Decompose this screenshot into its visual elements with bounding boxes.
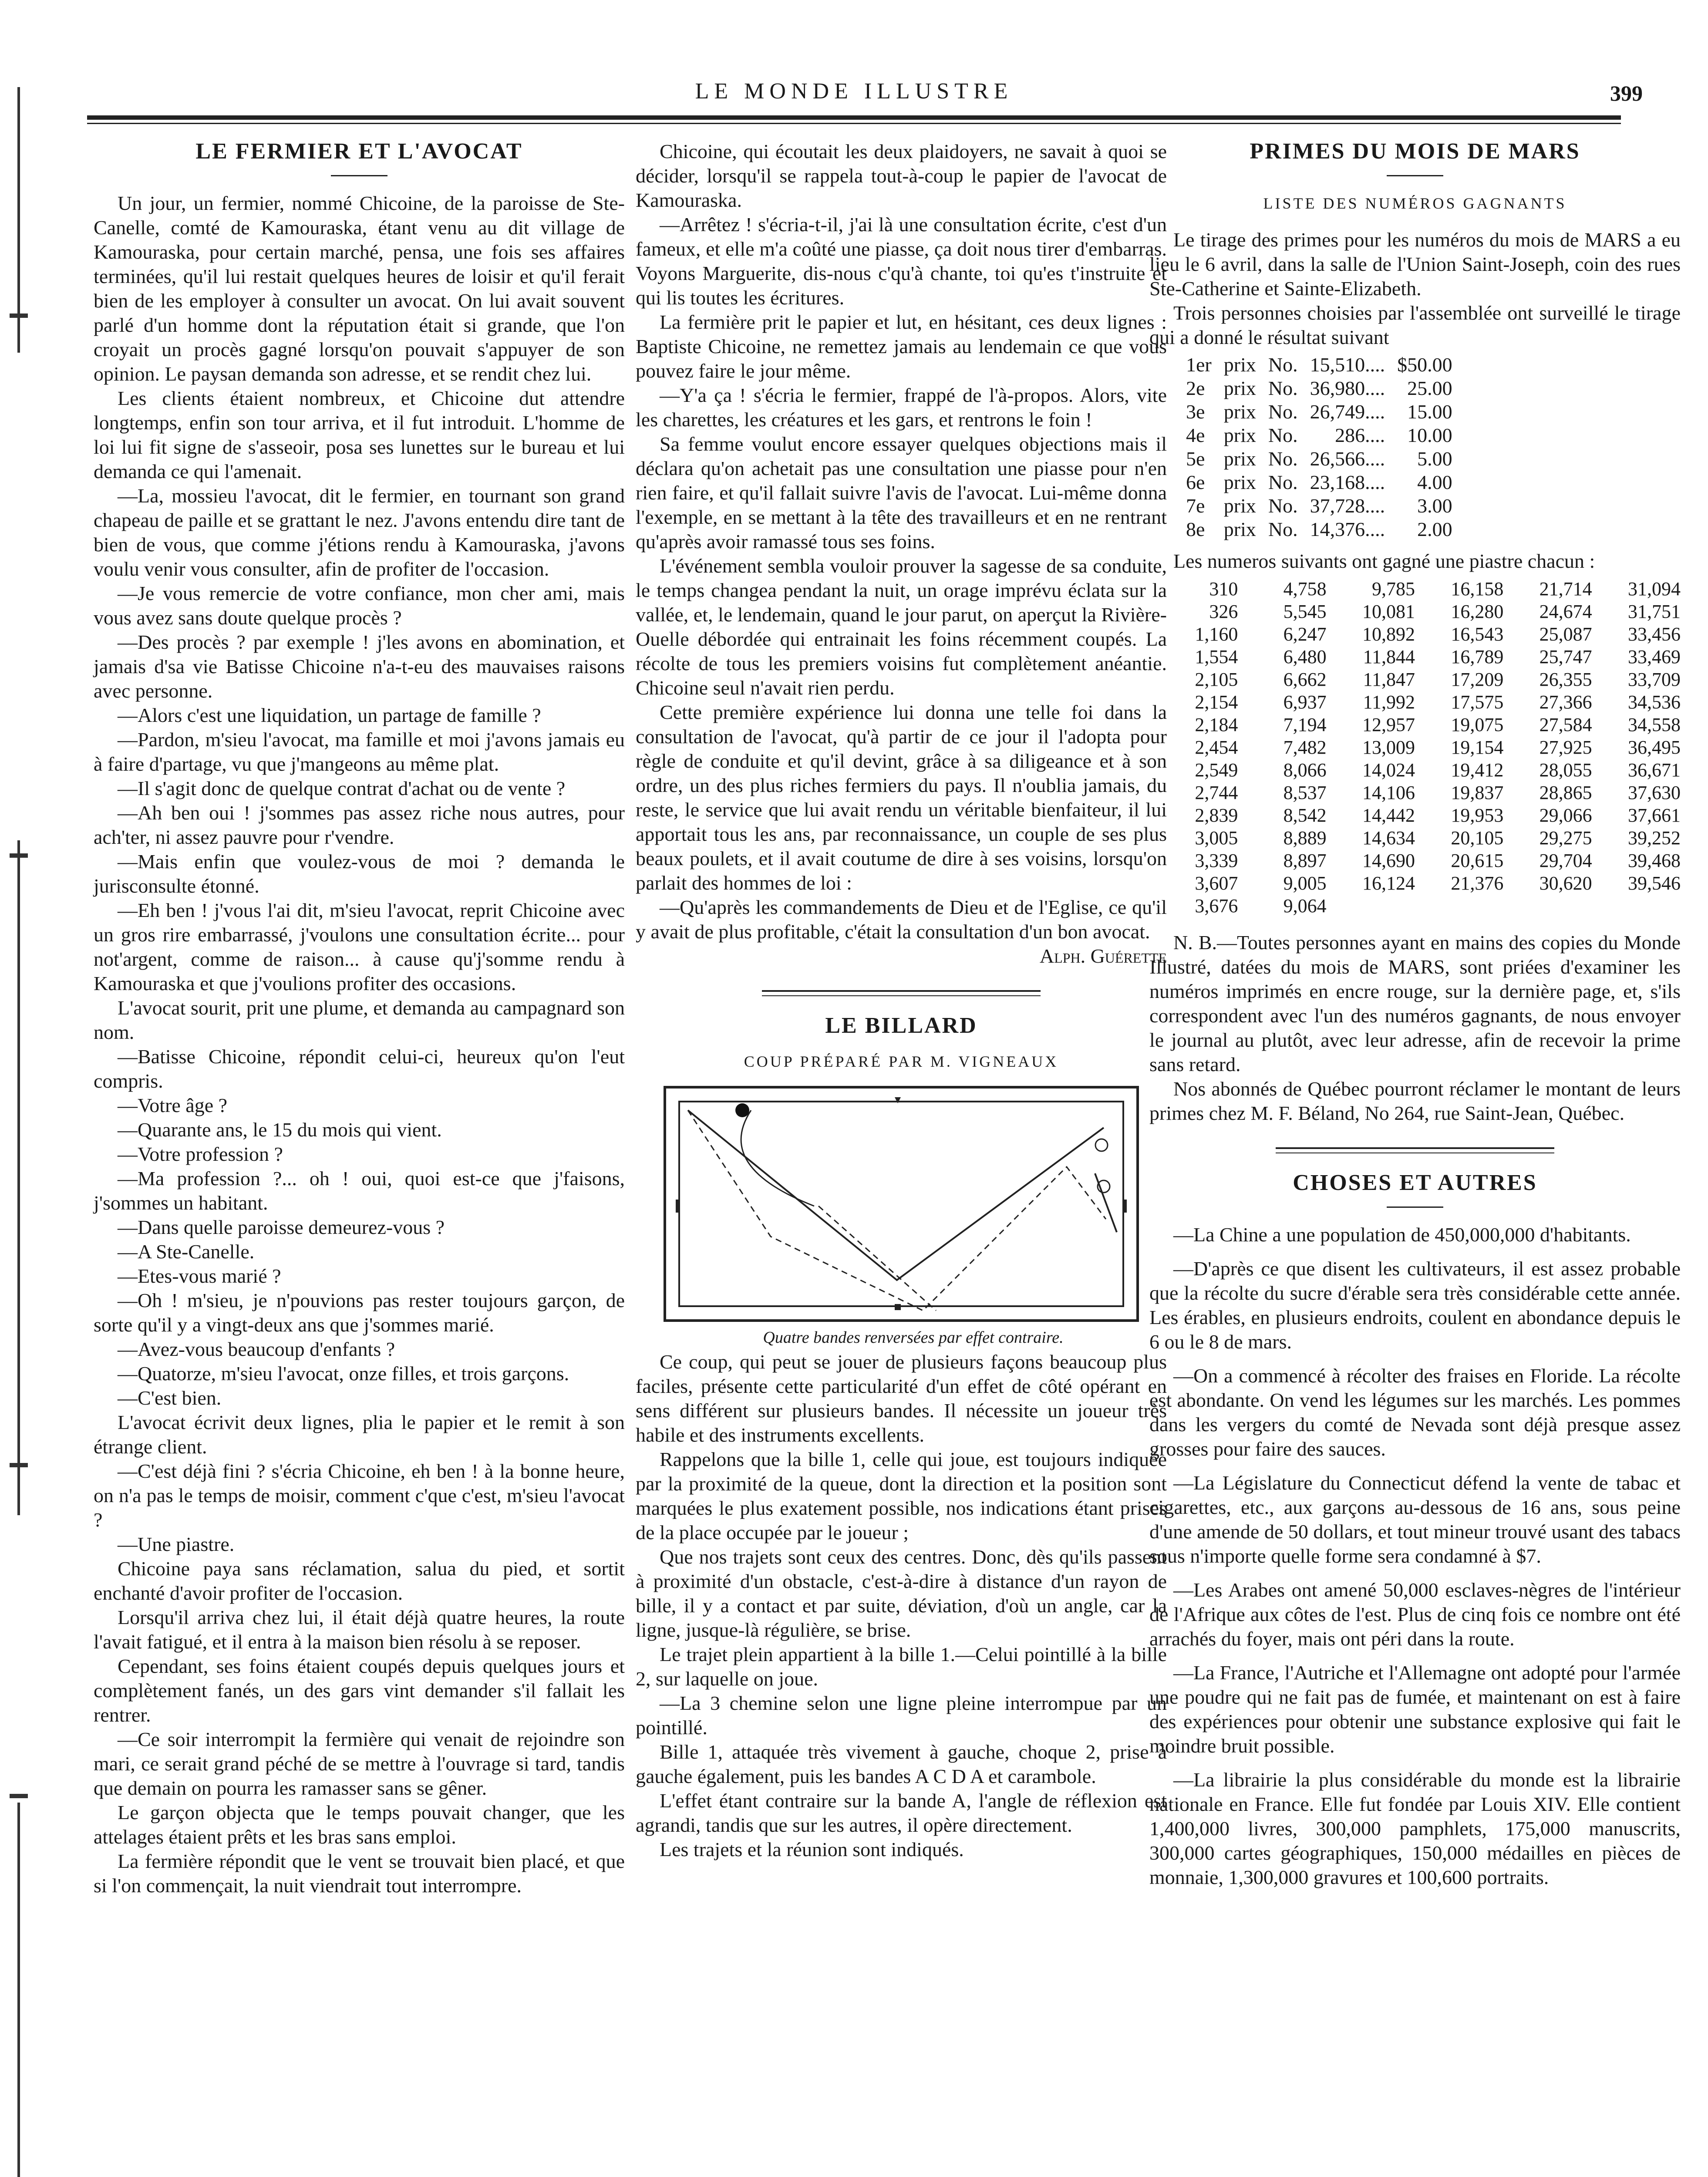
numbers-row: [1149, 736, 1681, 759]
title-rule: [1387, 1206, 1443, 1208]
winning-number: 12,957: [1362, 714, 1415, 735]
winning-number: 14,442: [1362, 805, 1415, 826]
prize-word: prix: [1223, 354, 1256, 376]
numbers-row: [1149, 600, 1681, 623]
winning-number: 25,747: [1539, 646, 1592, 667]
winning-number: 33,709: [1628, 669, 1681, 690]
winning-number: 13,009: [1362, 737, 1415, 758]
paragraph: —Alors c'est une liquidation, un partage de famille ?: [118, 704, 541, 726]
prize-no: No.: [1268, 424, 1298, 446]
paragraph: Sa femme voulut encore essayer quelques objections mais il déclara qu'on achetait pas une consultation une piasse pour n'en rien faire, et qu'il fallait suivre l'avis de l'avocat. Lui-même donna l'exemple, en se mettant à la tête des travailleurs et en ne rentrant qu'après avoir ramassé tous ses foins.: [636, 433, 1167, 553]
prize-no: No.: [1268, 448, 1298, 470]
news-item: —D'après ce que disent les cultivateurs, il est assez probable que la récolte du sucre d'érable sera très considérable cette année. Les érables, en plusieurs endroits, coulent en abondance depuis le 6 ou le 8 de mars.: [1149, 1257, 1681, 1353]
prize-row: [1180, 400, 1459, 424]
paragraph: —Il s'agit donc de quelque contrat d'achat ou de vente ?: [118, 777, 566, 799]
winning-number: 21,714: [1539, 578, 1592, 600]
news-item: —Les Arabes ont amené 50,000 esclaves-nègres de l'intérieur de l'Afrique aux côtes de l'est. Plus de cinq fois ce nombre ont été arrachés du foyer, mais ont péri dans la route.: [1149, 1579, 1681, 1650]
prize-row: [1180, 353, 1459, 377]
numbers-row: [1149, 714, 1681, 736]
numbers-row: [1149, 646, 1681, 668]
paragraph: —C'est déjà fini ? s'écria Chicoine, eh ben ! à la bonne heure, on n'a pas le temps de moisir, comment c'que c'est, m'sieu l'avocat ?: [94, 1460, 625, 1531]
paragraph: Bille 1, attaquée très vivement à gauche, choque 2, prise à gauche également, puis les bandes A C D A et carambole.: [636, 1741, 1167, 1787]
winning-number: 31,751: [1628, 601, 1681, 622]
paragraph: Rappelons que la bille 1, celle qui joue, est toujours indiquée par la proximité de la queue, dont la direction et la position sont marquées le plus exatement possible, nos indications étant prises de la place occupée par le joueur ;: [636, 1448, 1167, 1543]
winning-number: [1415, 895, 1503, 917]
winning-number: 34,558: [1628, 714, 1681, 735]
paragraph-gap: [1149, 1758, 1681, 1768]
prize-word: prix: [1223, 471, 1256, 493]
paragraph: —A Ste-Canelle.: [118, 1240, 255, 1263]
prize-no: No.: [1268, 471, 1298, 493]
winning-number: 14,634: [1362, 827, 1415, 849]
winning-number: 16,158: [1451, 578, 1504, 600]
paragraph: —La 3 chemine selon une ligne pleine interrompue par un pointillé.: [636, 1692, 1167, 1739]
ball-1-path: [688, 1110, 1104, 1280]
prize-number: 26,566....: [1310, 448, 1385, 470]
winning-number: 29,066: [1539, 805, 1592, 826]
paragraph: Cette première expérience lui donna une telle foi dans la consultation de l'avocat, qu'à partir de ce jour il l'adopta pour règle de conduite et qu'il devint, grâce à sa diligeance et à son ordre, un des plus riches fermiers du pays. Il n'oublia jamais, du reste, le service que lui avait rendu un véritable bienfaiteur, il lui apportait tous les ans, par reconnaissance, un couple de ses plus beaux poulets, et il avait coutume de dire à ses voisins, lorsqu'on parlait des hommes de loi :: [636, 701, 1167, 894]
prize-amount: 15.00: [1407, 401, 1452, 423]
ball-2: [1095, 1139, 1108, 1151]
margin-tick: [10, 853, 28, 858]
winning-number: 39,546: [1628, 873, 1681, 894]
paragraph: —Etes-vous marié ?: [118, 1265, 281, 1287]
winning-number: 2,154: [1195, 691, 1238, 713]
ball-3-dotted-path: [819, 1206, 936, 1311]
paragraph: Chicoine paya sans réclamation, salua du pied, et sortit enchanté d'avoir profiter de l'occasion.: [94, 1557, 625, 1604]
winning-number: 27,584: [1539, 714, 1592, 735]
winning-number: 11,847: [1363, 669, 1415, 690]
margin-tick: [10, 313, 28, 318]
numbers-row: [1149, 872, 1681, 895]
winning-number: 10,892: [1362, 623, 1415, 645]
winning-number: 19,075: [1451, 714, 1504, 735]
winning-number: 17,209: [1451, 669, 1504, 690]
prize-amount: 10.00: [1407, 424, 1452, 446]
numbers-row: [1149, 759, 1681, 782]
primes-title: PRIMES DU MOIS DE MARS: [1250, 139, 1580, 164]
winning-number: 3,607: [1195, 873, 1238, 894]
winning-number: 9,005: [1283, 873, 1327, 894]
margin-tick: [10, 1463, 28, 1467]
prize-number: 26,749....: [1310, 401, 1385, 423]
prize-amount: 4.00: [1417, 471, 1452, 493]
cue-stick: [1095, 1173, 1117, 1232]
winning-numbers-grid: [1149, 578, 1681, 917]
paragraph: —Votre profession ?: [118, 1143, 283, 1165]
numbers-row: [1149, 895, 1681, 917]
winning-number: 33,456: [1628, 623, 1681, 645]
winning-number: 34,536: [1628, 691, 1681, 713]
winning-number: 17,575: [1451, 691, 1504, 713]
news-item: —On a commencé à récolter des fraises en Floride. La récolte est abondante. On vend les légumes sur les marchés. Les pommes dans les vergers du comté de Nevada sont déjà presque assez grosses pour faire des sauces.: [1149, 1365, 1681, 1460]
paragraph: —Ce soir interrompit la fermière qui venait de rejoindre son mari, ce serait grand péché de se mettre à l'ouvrage si tard, tandis que demain on pourra les ramasser sans se gêner.: [94, 1728, 625, 1799]
paragraph: Cependant, ses foins étaient coupés depuis quelques jours et complètement fanés, un des gars vint demander s'il fallait les rentrer.: [94, 1655, 625, 1726]
news-item: —La France, l'Autriche et l'Allemagne ont adopté pour l'armée une poudre qui ne fait pas de fumée, et maintenant on est à faire des expériences pour obtenir une substance explosive qui fait le moindre bruit possible.: [1149, 1661, 1681, 1757]
ball-1: [735, 1103, 749, 1117]
winning-number: 310: [1209, 578, 1238, 600]
billiard-diagram: [664, 1086, 1139, 1322]
paragraph: —Une piastre.: [118, 1533, 235, 1555]
paragraph: —Mais enfin que voulez-vous de moi ? demanda le jurisconsulte étonné.: [94, 850, 625, 897]
winning-number: 11,844: [1363, 646, 1415, 667]
paragraph: —Ma profession ?... oh ! oui, quoi est-ce que j'faisons, j'sommes un habitant.: [94, 1167, 625, 1214]
winning-number: 36,495: [1628, 737, 1681, 758]
paragraph: —Pardon, m'sieu l'avocat, ma famille et moi j'avons jamais eu à faire d'partage, vu que j'mangeons au même plat.: [94, 728, 625, 775]
paragraph: Ce coup, qui peut se jouer de plusieurs façons beaucoup plus faciles, présente cette particularité d'un effet de côté opérant en sens différent sur plusieurs bandes. Il nécessite un joueur très habile et des instruments excellents.: [636, 1351, 1167, 1446]
prize-no: No.: [1268, 495, 1298, 517]
prize-rank: 3e: [1186, 401, 1205, 423]
paragraph: Le tirage des primes pour les numéros du mois de MARS a eu lieu le 6 avril, dans la salle de l'Union Saint-Joseph, coin des rues Ste-Catherine et Sainte-Elizabeth.: [1149, 229, 1681, 300]
winning-number: 16,543: [1451, 623, 1504, 645]
billard-subtitle: COUP PRÉPARÉ PAR M. VIGNEAUX: [744, 1053, 1059, 1070]
news-item: —La Législature du Connecticut défend la vente de tabac et cigarettes, etc., aux garçons au-dessous de 16 ans, sous peine d'une amende de 50 dollars, et tout mineur trouvé usant des tabacs sous n'importe quelle forme sera condamné à $7.: [1149, 1472, 1681, 1567]
winning-number: 7,194: [1283, 714, 1327, 735]
prize-word: prix: [1223, 377, 1256, 399]
winning-number: 7,482: [1283, 737, 1327, 758]
winning-number: [1592, 895, 1681, 917]
section-divider: [1276, 1147, 1554, 1153]
paragraph: —Batisse Chicoine, répondit celui-ci, heureux qu'on l'eut compris.: [94, 1045, 625, 1092]
winning-number: 31,094: [1628, 578, 1681, 600]
winning-number: 19,953: [1451, 805, 1504, 826]
winning-number: 3,339: [1195, 850, 1238, 871]
paragraph: Le trajet plein appartient à la bille 1.—Celui pointillé à la bille 2, sur laquelle on joue.: [636, 1643, 1167, 1690]
piastre-intro: Les numeros suivants ont gagné une piastre chacun :: [1173, 550, 1595, 572]
paragraph: —Y'a ça ! s'écria le fermier, frappé de l'à-propos. Alors, vite les charettes, les créatures et les gars, et rentrons le foin !: [636, 384, 1167, 431]
paragraph-gap: [1149, 1461, 1681, 1471]
winning-number: 37,661: [1628, 805, 1681, 826]
prize-rank: 1er: [1186, 354, 1212, 376]
winning-number: 29,704: [1539, 850, 1592, 871]
prize-number: 286....: [1335, 424, 1385, 446]
paragraph-gap: [1149, 1651, 1681, 1661]
prize-rank: 8e: [1186, 518, 1205, 540]
paragraph: —Arrêtez ! s'écria-t-il, j'ai là une consultation écrite, c'est d'un fameux, et elle m'a coûté une piasse, ça doit nous tirer d'embarras. Voyons Marguerite, dis-nous c'qu'à chante, toi qu'es t'instruite et qui lis toutes les écritures.: [636, 213, 1167, 309]
winning-number: [1503, 895, 1592, 917]
prize-no: No.: [1268, 354, 1298, 376]
winning-number: 4,758: [1283, 578, 1327, 600]
winning-number: 39,252: [1628, 827, 1681, 849]
winning-number: 19,837: [1451, 782, 1504, 803]
paragraph: N. B.—Toutes personnes ayant en mains des copies du Monde Illustré, datées du mois de MARS, sont priées d'examiner les numéros imprimés en encre rouge, sur la dernière page, et, s'ils correspondent avec l'un des numéros gagnants, de nous envoyer le journal au plutôt, avec leur adresse, afin de recevoir la prime sans retard.: [1149, 931, 1681, 1075]
winning-number: 21,376: [1451, 873, 1504, 894]
paragraph: L'événement sembla vouloir prouver la sagesse de sa conduite, le temps changea pendant la nuit, un orage imprévu éclata sur la vallée, et, le lendemain, quand le jour parut, on aperçut la Rivière-Ouelle débordée qui entrainait les foins récemment coupés. La récolte de tous les premiers voisins fut complètement anéantie. Chicoine seul n'avait rien perdu.: [636, 555, 1167, 699]
winning-number: 6,480: [1283, 646, 1327, 667]
header-rule: [87, 123, 1621, 124]
primes-intro: [1149, 228, 1681, 350]
numbers-row: [1149, 804, 1681, 827]
article-body: [94, 191, 625, 1898]
winning-number: 2,184: [1195, 714, 1238, 735]
winning-number: 3,005: [1195, 827, 1238, 849]
prize-rank: 6e: [1186, 471, 1205, 493]
section-divider: [762, 990, 1041, 996]
winning-number: 9,785: [1371, 578, 1415, 600]
winning-number: 14,690: [1362, 850, 1415, 871]
winning-number: 27,925: [1539, 737, 1592, 758]
paragraph: L'avocat écrivit deux lignes, plia le papier et le remit à son étrange client.: [94, 1411, 625, 1458]
paragraph: Trois personnes choisies par l'assemblée ont surveillé le tirage qui a donné le résultat suivant: [1149, 302, 1681, 348]
paragraph: Que nos trajets sont ceux des centres. Donc, dès qu'ils passent à proximité d'un obstacle, c'est-à-dire à distance d'un rayon de bille, il y a contact et par suite, déviation, d'où un angle, car la ligne, jusque-là régulière, se brise.: [636, 1546, 1167, 1641]
billard-title: LE BILLARD: [825, 1013, 977, 1038]
winning-number: 1,160: [1195, 623, 1238, 645]
billard-body: [636, 1350, 1167, 1862]
paragraph: Le garçon objecta que le temps pouvait changer, que les attelages étaient prêts et les bras sans emploi.: [94, 1801, 625, 1848]
paragraph: Les trajets et la réunion sont indiqués.: [660, 1838, 964, 1860]
cushion-marker: [676, 1200, 679, 1213]
prize-word: prix: [1223, 448, 1256, 470]
title-rule: [331, 175, 387, 176]
publication-title: LE MONDE ILLUSTRE: [695, 79, 1013, 104]
winning-number: 8,897: [1283, 850, 1327, 871]
winning-number: 25,087: [1539, 623, 1592, 645]
winning-number: 11,992: [1363, 691, 1415, 713]
winning-number: 8,542: [1283, 805, 1327, 826]
table-cushion: [679, 1102, 1123, 1306]
billiard-table-svg: [666, 1088, 1136, 1319]
winning-number: 8,537: [1283, 782, 1327, 803]
paragraph: Chicoine, qui écoutait les deux plaidoyers, ne savait à quoi se décider, lorsqu'il se rappela tout-à-coup le papier de l'avocat de Kamouraska.: [636, 140, 1167, 211]
prize-word: prix: [1223, 495, 1256, 517]
cushion-marker: [895, 1304, 901, 1310]
winning-number: 39,468: [1628, 850, 1681, 871]
winning-number: 10,081: [1362, 601, 1415, 622]
prize-no: No.: [1268, 377, 1298, 399]
margin-binding-mark: [17, 1803, 20, 2177]
paragraph: —Avez-vous beaucoup d'enfants ?: [118, 1338, 395, 1360]
ball-3-path: [741, 1110, 814, 1206]
winning-number: 6,662: [1283, 669, 1327, 690]
winning-number: 6,247: [1283, 623, 1327, 645]
numbers-row: [1149, 691, 1681, 714]
page-header: [0, 0, 1708, 131]
prize-row: [1180, 471, 1459, 494]
prize-number: 14,376....: [1310, 518, 1385, 540]
paragraph: L'avocat sourit, prit une plume, et demanda au campagnard son nom.: [94, 997, 625, 1043]
prize-word: prix: [1223, 518, 1256, 540]
prize-word: prix: [1223, 424, 1256, 446]
winning-number: 5,545: [1283, 601, 1327, 622]
paragraph: —La, mossieu l'avocat, dit le fermier, en tournant son grand chapeau de paille et se grattant le nez. J'avons entendu dire tant de bien de vous, que comme j'étions rendu à Kamouraska, j'avons voulu venir vous consulter, afin de profiter de l'occasion.: [94, 485, 625, 580]
header-rule: [87, 115, 1621, 120]
winning-number: 1,554: [1195, 646, 1238, 667]
winning-number: 326: [1209, 601, 1238, 622]
article-body-continued: [636, 139, 1167, 944]
numbers-row: [1149, 578, 1681, 600]
winning-number: 14,024: [1362, 759, 1415, 781]
paragraph: —Votre âge ?: [118, 1094, 228, 1116]
paragraph: —Ah ben oui ! j'sommes pas assez riche nous autres, pour ach'ter, ni assez pauvre pour r'vendre.: [94, 802, 625, 848]
column-left: [94, 139, 625, 1898]
prize-number: 23,168....: [1310, 471, 1385, 493]
figure-caption: Quatre bandes renversées par effet contraire.: [763, 1328, 1064, 1347]
winning-number: 19,412: [1451, 759, 1504, 781]
paragraph: La fermière prit le papier et lut, en hésitant, ces deux lignes : Baptiste Chicoine, ne remettez jamais au lendemain ce que vous pouvez faire le jour même.: [636, 311, 1167, 382]
winning-number: 16,280: [1451, 601, 1504, 622]
winning-number: 37,630: [1628, 782, 1681, 803]
paragraph: —C'est bien.: [118, 1387, 222, 1409]
prize-row: [1180, 424, 1459, 447]
numbers-row: [1149, 668, 1681, 691]
winning-number: 29,275: [1539, 827, 1592, 849]
winning-number: 14,106: [1362, 782, 1415, 803]
prize-amount: 5.00: [1417, 448, 1452, 470]
cushion-marker: [1123, 1200, 1127, 1213]
article-title: LE FERMIER ET L'AVOCAT: [195, 139, 523, 164]
prize-rank: 5e: [1186, 448, 1205, 470]
winning-number: 27,366: [1539, 691, 1592, 713]
paragraph: Un jour, un fermier, nommé Chicoine, de la paroisse de Ste-Canelle, comté de Kamouraska, étant venu au dit village de Kamouraska, pour certain marché, pensa, une fois ses affaires terminées, qu'il lui restait quelques heures de loisir et qu'il ferait bien de les employer à consulter un avocat. On lui avait souvent parlé d'un homme dont la réputation était si grande, que l'on croyait un procès gagné lorsqu'on pouvait s'appuyer de son opinion. Le paysan demanda son adresse, et se rendit chez lui.: [94, 192, 625, 385]
winning-number: 2,744: [1195, 782, 1238, 803]
winning-number: 9,064: [1283, 895, 1327, 917]
prize-row: [1180, 377, 1459, 400]
winning-number: 16,789: [1451, 646, 1504, 667]
paragraph: —Oh ! m'sieu, je n'pouvions pas rester toujours garçon, de sorte qu'il y a vingt-deux ans que j'sommes marié.: [94, 1289, 625, 1336]
primes-subtitle: LISTE DES NUMÉROS GAGNANTS: [1263, 195, 1567, 212]
paragraph: Lorsqu'il arriva chez lui, il était déjà quatre heures, la route l'avait fatigué, et il entra à la maison bien résolu à se reposer.: [94, 1606, 625, 1653]
prize-number: 15,510....: [1310, 354, 1385, 376]
margin-binding-mark: [17, 840, 20, 1515]
numbers-row: [1149, 849, 1681, 872]
margin-tick: [10, 1794, 28, 1798]
winning-number: [1327, 895, 1415, 917]
winning-number: 20,615: [1451, 850, 1504, 871]
prize-amount: 2.00: [1417, 518, 1452, 540]
column-middle: [636, 139, 1167, 1862]
choses-title: CHOSES ET AUTRES: [1293, 1170, 1537, 1195]
paragraph: —Dans quelle paroisse demeurez-vous ?: [118, 1216, 445, 1238]
article-signature: Alph. Guérette: [1039, 945, 1167, 967]
prize-no: No.: [1268, 401, 1298, 423]
prize-amount: 3.00: [1417, 495, 1452, 517]
prize-table: [1180, 353, 1459, 541]
choses-body: [1149, 1223, 1681, 1890]
paragraph: Nos abonnés de Québec pourront réclamer le montant de leurs primes chez M. F. Béland, No 264, rue Saint-Jean, Québec.: [1149, 1078, 1681, 1124]
winning-number: 28,055: [1539, 759, 1592, 781]
winning-number: 2,839: [1195, 805, 1238, 826]
winning-number: 8,066: [1283, 759, 1327, 781]
winning-number: 2,105: [1195, 669, 1238, 690]
winning-number: 33,469: [1628, 646, 1681, 667]
paragraph: —Je vous remercie de votre confiance, mon cher ami, mais vous avez sans doute quelque procès ?: [94, 582, 625, 629]
paragraph-gap: [1149, 1568, 1681, 1578]
numbers-row: [1149, 782, 1681, 804]
page-number: 399: [1610, 81, 1643, 105]
prize-rank: 2e: [1186, 377, 1205, 399]
winning-number: 20,105: [1451, 827, 1504, 849]
winning-number: 24,674: [1539, 601, 1592, 622]
numbers-row: [1149, 623, 1681, 646]
prize-rank: 7e: [1186, 495, 1205, 517]
winning-number: 26,355: [1539, 669, 1592, 690]
winning-number: 30,620: [1539, 873, 1592, 894]
prize-row: [1180, 447, 1459, 471]
news-item: —La librairie la plus considérable du monde est la librairie nationale en France. Elle fut fondée par Louis XIV. Elle contient 1,400,000 livres, 300,000 pamphlets, 175,000 manuscrits, 300,000 cartes géographiques, 150,000 médailles en pièces de monnaie, 1,300,000 gravures et 100,600 portraits.: [1149, 1769, 1681, 1888]
winning-number: 19,154: [1451, 737, 1504, 758]
prize-number: 36,980....: [1310, 377, 1385, 399]
prize-row: [1180, 518, 1459, 541]
prize-amount: $50.00: [1397, 354, 1452, 376]
paragraph: La fermière répondit que le vent se trouvait bien placé, et que si l'on commençait, la nuit viendrait tout interrompre.: [94, 1850, 625, 1897]
prize-number: 37,728....: [1310, 495, 1385, 517]
paragraph: —Qu'après les commandements de Dieu et de l'Eglise, ce qu'il y avait de plus profitable, c'était la consultation d'un bon avocat.: [636, 896, 1167, 943]
winning-number: 3,676: [1195, 895, 1238, 917]
winning-number: 16,124: [1362, 873, 1415, 894]
paragraph: —Des procès ? par exemple ! j'les avons en abomination, et jamais d'sa vie Batisse Chicoine n'a-t-eu des mauvaises raisons avec personne.: [94, 631, 625, 702]
paragraph: —Eh ben ! j'vous l'ai dit, m'sieu l'avocat, reprit Chicoine avec un gros rire embarrassé, j'voulons une consultation écrite... pour not'argent, comme de raison... à cause qu'j'somme rendu à Kamouraska et que j'voulions profiter des occasions.: [94, 899, 625, 994]
prize-amount: 25.00: [1407, 377, 1452, 399]
prize-rank: 4e: [1186, 424, 1205, 446]
winning-number: 8,889: [1283, 827, 1327, 849]
winning-number: 6,937: [1283, 691, 1327, 713]
paragraph: L'effet étant contraire sur la bande A, l'angle de réflexion est agrandi, tandis que sur les autres, il opère directement.: [636, 1789, 1167, 1836]
paragraph: —Quarante ans, le 15 du mois qui vient.: [118, 1119, 442, 1141]
winning-number: 2,454: [1195, 737, 1238, 758]
prize-word: prix: [1223, 401, 1256, 423]
news-item: —La Chine a une population de 450,000,000 d'habitants.: [1173, 1223, 1631, 1246]
prize-no: No.: [1268, 518, 1298, 540]
paragraph: —Quatorze, m'sieu l'avocat, onze filles, et trois garçons.: [118, 1362, 569, 1385]
column-right: [1149, 139, 1681, 1890]
winning-number: 36,671: [1628, 759, 1681, 781]
winning-number: 2,549: [1195, 759, 1238, 781]
paragraph: Les clients étaient nombreux, et Chicoine dut attendre longtemps, enfin son tour arriva, et il fut introduit. L'homme de loi lui fit signe de s'asseoir, posa ses lunettes sur le bureau et lui demanda ce qui l'amenait.: [94, 387, 625, 482]
title-rule: [1387, 175, 1443, 176]
paragraph-gap: [1149, 1354, 1681, 1364]
winning-number: 28,865: [1539, 782, 1592, 803]
numbers-row: [1149, 827, 1681, 849]
prize-row: [1180, 494, 1459, 518]
paragraph-gap: [1149, 1247, 1681, 1257]
nota-bene: [1149, 930, 1681, 1126]
